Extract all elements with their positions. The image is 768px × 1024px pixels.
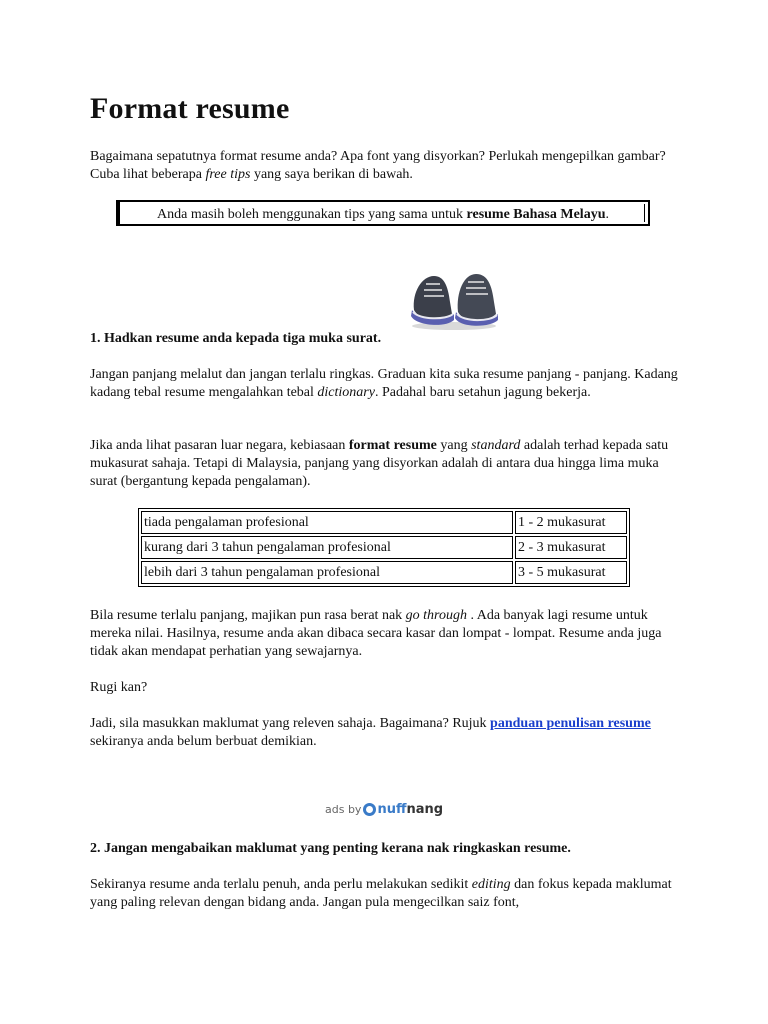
section-2-p1-emphasis: editing (471, 877, 511, 892)
section-1-p2-text-b: yang (436, 438, 472, 453)
section-1-paragraph-3 (90, 607, 680, 661)
table-cell-experience: kurang dari 3 tahun pengalaman profesional (141, 536, 513, 559)
section-1-p5-text-b: sekiranya anda belum berbuat demikian. (90, 734, 317, 749)
section-1-paragraph-4: Rugi kan? (90, 680, 148, 695)
sneakers-image (408, 262, 500, 332)
intro-paragraph (90, 148, 680, 184)
section-2-paragraph-1 (90, 876, 680, 912)
section-1-p3-text-a: Bila resume terlalu panjang, majikan pun rasa berat nak (90, 608, 406, 623)
ads-by-nuffnang-banner[interactable] (325, 800, 443, 818)
section-1-paragraph-1 (90, 366, 680, 402)
section-1-p2-text-a: Jika anda lihat pasaran luar negara, kebiasaan (90, 438, 349, 453)
table-cell-pages: 1 - 2 mukasurat (515, 511, 627, 534)
page-length-table (138, 508, 630, 587)
page-title: Format resume (90, 92, 290, 125)
nuffnang-logo-icon (363, 803, 376, 816)
section-1-heading: 1. Hadkan resume anda kepada tiga muka surat. (90, 331, 382, 346)
section-1-p1-emphasis: dictionary (317, 385, 375, 400)
section-1-p1-text: Jangan panjang melalut dan jangan terlalu ringkas. Graduan kita suka resume panjang - panjang. Kadang kadang tebal resume mengalahkan tebal (90, 367, 678, 400)
nuffnang-brand-a: nuff (377, 801, 407, 817)
resume-guide-link[interactable]: panduan penulisan resume (490, 716, 651, 731)
callout-end: . (605, 207, 609, 222)
table-cell-pages: 2 - 3 mukasurat (515, 536, 627, 559)
nuffnang-brand-b: nang (406, 801, 444, 817)
intro-text: Bagaimana sepatutnya format resume anda? Apa font yang disyorkan? Perlukah mengepilkan gambar? Cuba lihat beberapa (90, 149, 666, 182)
ads-by-label: ads by (325, 802, 362, 816)
intro-emphasis: free tips (205, 167, 251, 182)
table-cell-experience: tiada pengalaman profesional (141, 511, 513, 534)
section-1-p2-bold: format resume (348, 438, 437, 453)
section-1-p3-emphasis: go through (405, 608, 467, 623)
table-cell-experience: lebih dari 3 tahun pengalaman profesional (141, 561, 513, 584)
callout-box (116, 200, 650, 226)
section-1-p2-emphasis: standard (471, 438, 521, 453)
table-row (141, 511, 627, 534)
callout-text: Anda masih boleh menggunakan tips yang sama untuk (157, 207, 467, 222)
section-1-p2-text-c: adalah terhad kepada satu mukasurat sahaja. Tetapi di Malaysia, panjang yang disyorkan adalah di antara dua hingga lima muka surat (bergantung kepada pengalaman). (90, 438, 669, 489)
section-1-p5-text-a: Jadi, sila masukkan maklumat yang releven sahaja. Bagaimana? Rujuk (90, 716, 491, 731)
section-1-paragraph-2 (90, 437, 680, 491)
section-2-p1-text-a: Sekiranya resume anda terlalu penuh, anda perlu melakukan sedikit (90, 877, 472, 892)
intro-text-end: yang saya berikan di bawah. (250, 167, 413, 182)
table-row (141, 561, 627, 584)
section-1-p1-end: . Padahal baru setahun jagung bekerja. (374, 385, 591, 400)
callout-bold: resume Bahasa Melayu (466, 207, 606, 222)
section-2-heading: 2. Jangan mengabaikan maklumat yang penting kerana nak ringkaskan resume. (90, 841, 571, 856)
table-cell-pages: 3 - 5 mukasurat (515, 561, 627, 584)
section-2-p1-text-b: dan fokus kepada maklumat yang paling relevan dengan bidang anda. Jangan pula mengecilkan saiz font, (90, 877, 672, 910)
section-1-p3-text-b: . Ada banyak lagi resume untuk mereka nilai. Hasilnya, resume anda akan dibaca secara kasar dan lompat - lompat. Resume anda juga tidak akan mendapat perhatian yang sewajarnya. (90, 608, 662, 659)
section-1-paragraph-5 (90, 715, 665, 751)
table-row (141, 536, 627, 559)
